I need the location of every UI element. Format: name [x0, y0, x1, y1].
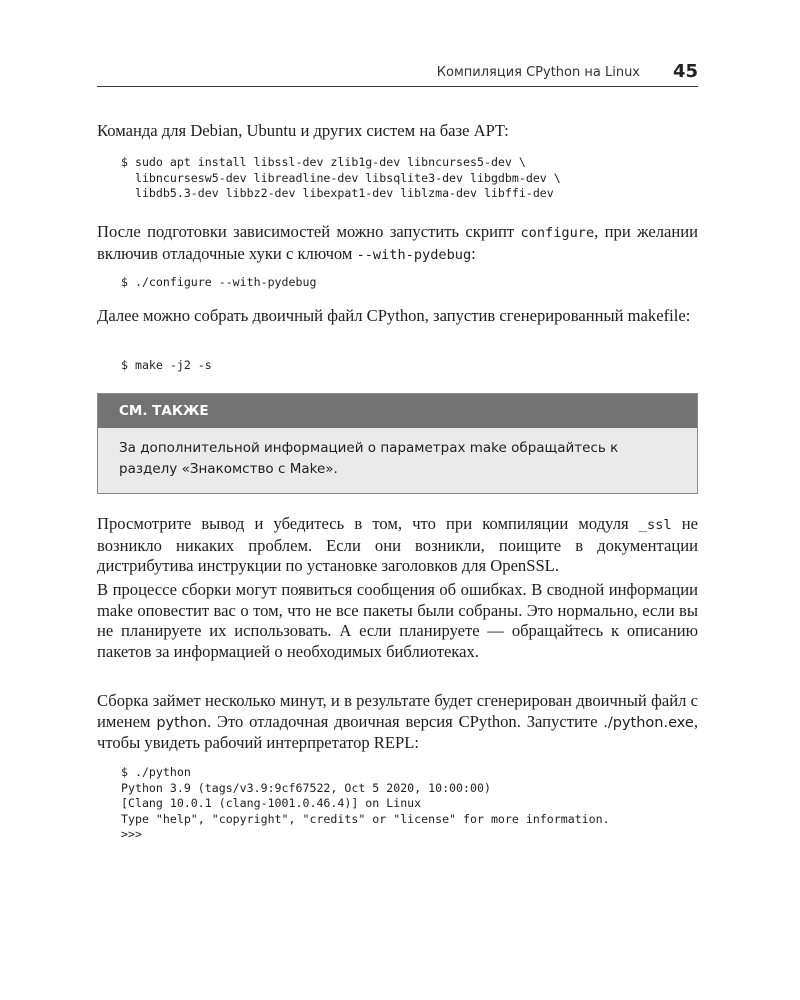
see-also-text: За дополнительной информацией о параметрах make обращайтесь к разделу «Знакомство с Make». [119, 440, 619, 477]
text-run: . Это отладочная двоичная версия CPython. Запустите [207, 711, 604, 731]
code-block-configure: $ ./configure --with-pydebug [121, 275, 317, 289]
text-run: После подготовки зависимостей можно запустить скрипт [97, 222, 521, 241]
see-also-box [97, 393, 698, 494]
see-also-title: СМ. ТАКЖЕ [98, 394, 697, 428]
text-run: Сборка займет несколько минут, и в результате будет сгенерирован двоичный файл с именем [97, 691, 698, 731]
text-run: : [471, 243, 476, 263]
text-run: , чтобы увидеть рабочий интерпретатор REPL: [97, 711, 698, 752]
paragraph-ssl-check [97, 514, 698, 577]
text-run: Просмотрите вывод и убедитесь в том, что при компиляции модуля [97, 514, 639, 533]
inline-code-pydebug-flag: --with-pydebug [356, 246, 472, 263]
running-header [97, 60, 698, 87]
text-run: не возникло никаких проблем. Если они возникли, поищите в документации дистрибутива инструкции по установке заголовков для OpenSSL. [97, 514, 698, 575]
code-block-make: $ make -j2 -s [121, 358, 212, 372]
page-number: 45 [672, 61, 698, 82]
code-block-apt-install: $ sudo apt install libssl-dev zlib1g-dev libncurses5-dev \ libncursesw5-dev libreadline-dev libsqlite3-dev libgdbm-dev \ libdb5.3-dev libbz2-dev libexpat1-dev liblzma-dev libffi-dev [121, 155, 561, 200]
paragraph-repl [97, 691, 698, 754]
code-block-repl-session: $ ./python Python 3.9 (tags/v3.9:9cf67522, Oct 5 2020, 10:00:00) [Clang 10.0.1 (clang-1001.0.46.4)] on Linux Type "help", "copyright", "credits" or "license" for more information. >>> [121, 765, 610, 841]
paragraph-configure [97, 222, 698, 265]
running-title: Компиляция CPython на Linux [436, 65, 640, 80]
inline-filename-python: python [156, 714, 208, 731]
inline-code-ssl: _ssl [638, 517, 672, 533]
text-run: , при желании включив отладочные хуки с ключом [97, 222, 698, 263]
inline-filename-python-exe: ./python.exe [603, 714, 694, 731]
paragraph-apt-intro: Команда для Debian, Ubuntu и других систем на базе APT: [97, 121, 509, 140]
book-page [97, 0, 698, 1000]
inline-code-configure: configure [520, 225, 595, 241]
paragraph-make: Далее можно собрать двоичный файл CPython, запустив сгенерированный makefile: [97, 306, 691, 325]
paragraph-build-errors: В процессе сборки могут появиться сообщения об ошибках. В сводной информации make оповестит вас о том, что не все пакеты были собраны. Это нормально, если вы не планируете их использовать. А если планируете — обращайтесь к описанию пакетов за информацией о необходимых библиотеках. [97, 580, 698, 661]
